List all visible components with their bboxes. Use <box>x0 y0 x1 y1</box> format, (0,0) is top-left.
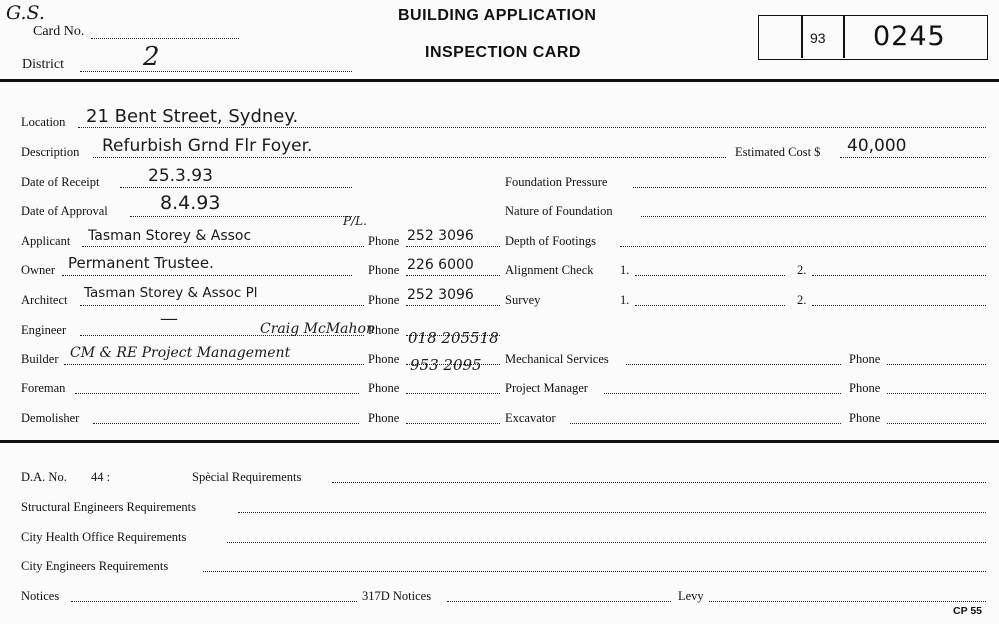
owner-line <box>62 275 352 276</box>
architect-phone-label: Phone <box>368 293 400 307</box>
top-rule <box>0 79 999 82</box>
survey-line-2 <box>812 305 986 306</box>
owner-phone-line <box>406 275 500 276</box>
applicant-line <box>82 246 364 247</box>
card-number: 0245 <box>873 21 946 52</box>
alignment-item-2: 2. <box>797 263 807 277</box>
architect-phone-value: 252 3096 <box>407 287 474 303</box>
card-no-line <box>91 38 239 39</box>
mechanical-phone-line <box>887 364 986 365</box>
foreman-phone-label: Phone <box>368 381 400 395</box>
location-value: 21 Bent Street, Sydney. <box>86 106 299 127</box>
foundation-pressure-line <box>633 187 986 188</box>
demolisher-label: Demolisher <box>21 411 80 425</box>
notices-317d-line <box>447 601 671 602</box>
project-manager-label: Project Manager <box>505 381 588 395</box>
gs-note: G.S. <box>6 2 45 24</box>
applicant-phone-value: 252 3096 <box>407 228 474 244</box>
engineer-label: Engineer <box>21 323 67 337</box>
estimated-cost-line <box>840 157 986 158</box>
location-label: Location <box>21 115 66 129</box>
district-value: 2 <box>143 42 160 72</box>
card-prefix: 93 <box>810 30 826 46</box>
survey-label: Survey <box>505 293 541 307</box>
demolisher-phone-label: Phone <box>368 411 400 425</box>
da-no-label: D.A. No. <box>21 470 67 484</box>
levy-line <box>709 601 986 602</box>
date-approval-line <box>130 216 352 217</box>
applicant-phone-label: Phone <box>368 234 400 248</box>
health-req-label: City Health Office Requirements <box>21 530 187 544</box>
foundation-pressure-label: Foundation Pressure <box>505 175 608 189</box>
applicant-value: Tasman Storey & Assoc <box>88 228 252 244</box>
location-line <box>78 127 986 128</box>
owner-label: Owner <box>21 263 56 277</box>
builder-label: Builder <box>21 352 59 366</box>
excavator-phone-label: Phone <box>849 411 881 425</box>
architect-label: Architect <box>21 293 68 307</box>
nature-foundation-line <box>641 216 986 217</box>
excavator-label: Excavator <box>505 411 556 425</box>
project-manager-phone-label: Phone <box>849 381 881 395</box>
engineer-contact: Craig McMahon <box>260 321 375 337</box>
survey-line-1 <box>635 305 785 306</box>
alignment-line-2 <box>812 275 986 276</box>
special-req-label: Spècial Requirements <box>192 470 302 484</box>
estimated-cost-value: 40,000 <box>847 136 907 156</box>
engineer-phone-value: 018 205518 <box>408 329 499 347</box>
card-no-label: Card No. <box>33 24 85 39</box>
date-receipt-value: 25.3.93 <box>148 166 213 186</box>
form-title-line1: BUILDING APPLICATION <box>398 7 597 24</box>
notices-label: Notices <box>21 589 60 603</box>
date-approval-value: 8.4.93 <box>160 192 221 214</box>
health-req-line <box>227 542 986 543</box>
da-no-value: 44 : <box>91 470 111 484</box>
form-title-line2: INSPECTION CARD <box>425 44 581 61</box>
description-line <box>93 157 726 158</box>
alignment-check-label: Alignment Check <box>505 263 594 277</box>
alignment-item-1: 1. <box>620 263 630 277</box>
demolisher-phone-line <box>406 423 500 424</box>
excavator-phone-line <box>887 423 986 424</box>
district-line <box>80 71 352 72</box>
project-manager-phone-line <box>887 393 986 394</box>
foreman-label: Foreman <box>21 381 66 395</box>
card-number-box <box>758 15 988 60</box>
applicant-label: Applicant <box>21 234 71 248</box>
owner-value: Permanent Trustee. <box>68 254 214 272</box>
mechanical-line <box>626 364 841 365</box>
middle-rule <box>0 440 999 443</box>
form-code: CP 55 <box>953 605 982 617</box>
engineer-value: — <box>160 308 178 329</box>
builder-line <box>64 364 364 365</box>
architect-value: Tasman Storey & Assoc Pl <box>84 285 258 301</box>
date-receipt-line <box>120 187 352 188</box>
owner-phone-label: Phone <box>368 263 400 277</box>
applicant-pl-note: P/L. <box>343 214 367 228</box>
project-manager-line <box>604 393 841 394</box>
foreman-line <box>75 393 359 394</box>
date-approval-label: Date of Approval <box>21 204 108 218</box>
depth-footings-line <box>620 246 986 247</box>
estimated-cost-label: Estimated Cost $ <box>735 145 821 159</box>
applicant-phone-line <box>406 246 500 247</box>
notices-line <box>71 601 357 602</box>
survey-item-2: 2. <box>797 293 807 307</box>
description-label: Description <box>21 145 80 159</box>
excavator-line <box>570 423 841 424</box>
builder-phone-value: 953 2095 <box>410 356 482 374</box>
survey-item-1: 1. <box>620 293 630 307</box>
architect-line <box>80 305 364 306</box>
nature-foundation-label: Nature of Foundation <box>505 204 613 218</box>
district-label: District <box>22 57 64 72</box>
demolisher-line <box>93 423 359 424</box>
engineer-phone-label: Phone <box>368 323 400 337</box>
levy-label: Levy <box>678 589 704 603</box>
description-value: Refurbish Grnd Flr Foyer. <box>102 136 313 156</box>
city-eng-req-line <box>203 571 986 572</box>
builder-value: CM & RE Project Management <box>70 345 291 361</box>
date-receipt-label: Date of Receipt <box>21 175 100 189</box>
builder-phone-label: Phone <box>368 352 400 366</box>
foreman-phone-line <box>406 393 500 394</box>
mechanical-phone-label: Phone <box>849 352 881 366</box>
depth-footings-label: Depth of Footings <box>505 234 596 248</box>
architect-phone-line <box>406 305 500 306</box>
owner-phone-value: 226 6000 <box>407 257 474 273</box>
city-eng-req-label: City Engineers Requirements <box>21 559 169 573</box>
structural-req-line <box>238 512 986 513</box>
alignment-line-1 <box>635 275 785 276</box>
notices-317d-label: 317D Notices <box>362 589 432 603</box>
structural-req-label: Structural Engineers Requirements <box>21 500 196 514</box>
special-req-line <box>332 482 986 483</box>
mechanical-label: Mechanical Services <box>505 352 609 366</box>
